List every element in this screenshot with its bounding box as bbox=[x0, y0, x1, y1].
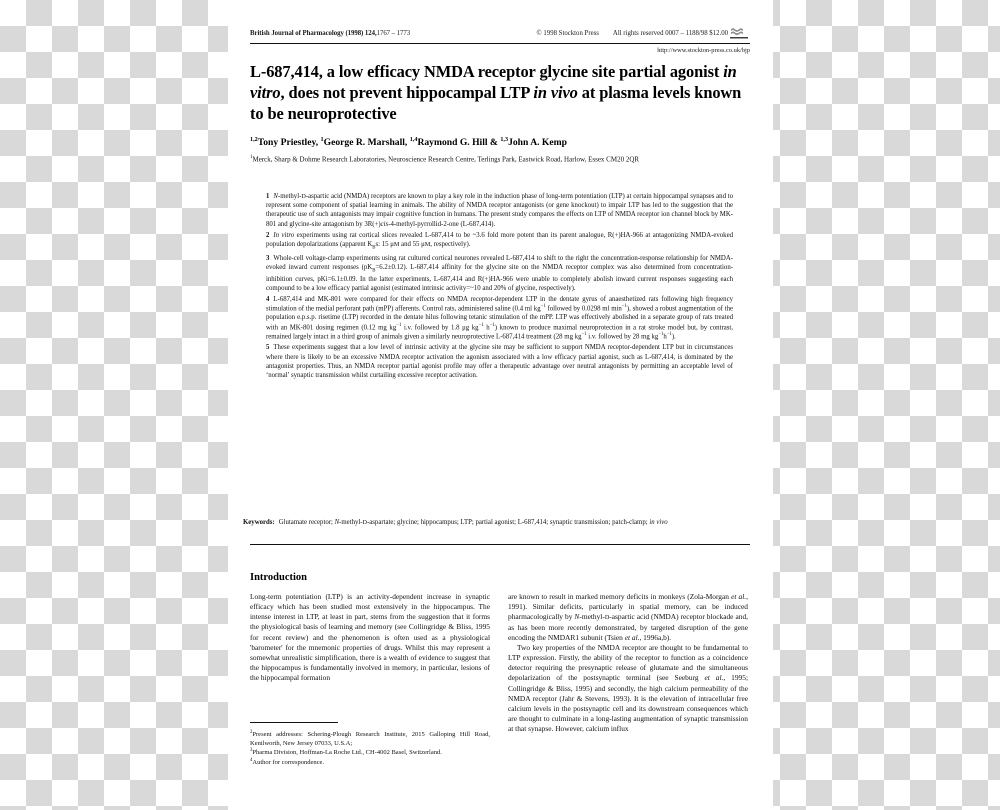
title-line-2a: agonist bbox=[669, 62, 724, 81]
author-4: John A. Kemp bbox=[508, 137, 567, 149]
author-sup-2: 1 bbox=[320, 136, 324, 143]
stockton-press-logo-icon bbox=[730, 27, 750, 41]
abstract-divider bbox=[250, 544, 750, 545]
footnote-3-text: Pharma Division, Hoffman-La Roche Ltd., CH-4002 Basel, Switzerland. bbox=[252, 749, 442, 757]
body-column-right bbox=[508, 592, 748, 734]
header-divider bbox=[250, 43, 750, 44]
body-column-left bbox=[250, 592, 490, 683]
section-heading-introduction: Introduction bbox=[250, 572, 307, 583]
footnote-2-marker: 2 bbox=[250, 730, 253, 735]
abstract-item: 1 N-methyl-D-aspartic acid (NMDA) receptors are known to play a key role in the induction phase of long-term potentiation (LTP) at certain hippocampal synapses and to represent some component of spatial learning in animals. The ability of NMDA receptor antagonists (or gene knockout) to impair LTP has led to the suggestion that the therapeutic use of such antagonists may impair cognitive function in humans. The present study compares the effects on LTP of NMDA receptor ion channel block by MK-801 and glycine-site antagonism by 3R(+)cis-4-methyl-pyrrollid-2-one (L-687,414). bbox=[266, 193, 733, 228]
affiliation-text: Merck, Sharp & Dohme Research Laboratories, Neuroscience Research Centre, Terlings Park, Eastwick Road, Harlow, Essex CM20 2QR bbox=[252, 155, 640, 164]
intro-paragraph-left: Long-term potentiation (LTP) is an activity-dependent increase in synaptic efficacy which has been studied most extensively in the hippocampus. The intense interest in LTP, at least in part, stems from the suggestion that it forms the physiological basis of learning and memory (see Collingridge & Bliss, 1995 for recent review) and the phenomenon is often used as a physiological 'barometer' for the mnemonic properties of drugs. Whilst this may represent a somewhat unrealistic simplification, there is a wealth of evidence to suggest that the hippocampus is fundamentally involved in memory, in particular, lesions of the hippocampal formation bbox=[250, 592, 490, 683]
journal-citation bbox=[250, 30, 410, 37]
journal-name: British Journal of Pharmacology bbox=[250, 30, 344, 37]
footnote-divider bbox=[250, 722, 338, 723]
author-sup-4: 1,3 bbox=[500, 136, 509, 143]
footnotes bbox=[250, 730, 490, 768]
affiliation bbox=[250, 155, 752, 165]
title-line-3: plasma levels known to be neuroprotective bbox=[250, 82, 742, 123]
abstract-item: 4 L-687,414 and MK-801 were compared for their effects on NMDA receptor-dependent LTP in the dentate gyrus of anaesthetized rats following high frequency stimulation of the medial perforant path (mPP) afferents. Control rats, administered saline (0.4 ml $kg^{-1}$ followed by 0.0298 ml $\min^{-1}$), showed a robust augmentation of the population e.p.s.p. risetime (LTP) recorded in the dentate hilus following tetanic stimulation of the mPP. LTP was effectively abolished in a separate group of rats treated with an MK-801 dosing regimen (0.12 mg $kg^{-1}$ i.v. followed by 1.8 μg $kg^{-1}$ $h^{-1}$) known to produce maximal neuroprotection in a rat stroke model but, by contrast, remained largely intact in a third group of animals given a similarly neuroprotective L-687,414 treatment (28 mg $kg^{-1}$ i.v. followed by 28 mg $kg^{-1}h^{-1}$). bbox=[266, 295, 733, 341]
title-line-2-italic-2: in vivo bbox=[533, 82, 578, 102]
affiliation-marker: 1 bbox=[250, 155, 253, 160]
abstract-item-number: 1 bbox=[266, 193, 270, 200]
author-2: George R. Marshall, bbox=[323, 137, 410, 149]
abstract-item: 3 Whole-cell voltage-clamp experiments using rat cultured cortical neurones revealed L-687,414 to shift to the right the concentration-response relationship for NMDA-evoked inward current responses $(pK_B=6.2\pm 0.12)$. L-687,414 affinity for the glycine site on the NMDA receptor complex was also determined from concentration-inhibition curves, pKi=6.1±0.09. In the latter experiments, L-687,414 and R(+)HA-966 were unable to completely abolish inward current responses suggesting each compound to be a low efficacy partial agonist (estimated intrinsic activity=~10 and 20% of glycine, respectively). bbox=[266, 254, 733, 292]
footnote-4 bbox=[250, 758, 490, 768]
abstract-item-number: 5 bbox=[266, 344, 270, 352]
journal-issue: (1998) 124, bbox=[345, 30, 377, 37]
abstract-item-number: 4 bbox=[266, 295, 270, 303]
copyright-notice: © 1998 Stockton Press bbox=[536, 30, 599, 37]
title-line-1: L-687,414, a low efficacy NMDA receptor glycine site partial bbox=[250, 62, 666, 81]
footnote-3-marker: 3 bbox=[250, 748, 253, 754]
page-title bbox=[250, 62, 752, 124]
title-line-2c: at bbox=[577, 82, 596, 102]
title-line-2b: , does not prevent hippocampal LTP bbox=[280, 82, 534, 102]
abstract-item-number: 3 bbox=[266, 254, 270, 262]
footnote-2 bbox=[250, 730, 490, 748]
abstract-item: 2 In vitro experiments using rat cortical slices revealed L-687,414 to be ~3.6 fold more potent than its parent analogue, R(+)HA-966 at antagonizing NMDA-evoked population depolarizations (apparent $K_Bs$: 15 μM and 55 μM, respectively). bbox=[266, 231, 733, 251]
keywords-text: Glutamate receptor; N-methyl-D-aspartate; glycine; hippocampus; LTP; partial agonist; L-687,414; synaptic transmission; patch-clamp; in vivo bbox=[278, 519, 668, 526]
journal-pages: 1767 – 1773 bbox=[376, 30, 411, 37]
abstract-item: 5 These experiments suggest that a low level of intrinsic activity at the glycine site may be sufficient to support NMDA receptor-dependent LTP but in circumstances where there is likely to be an excessive NMDA receptor activation the agonism associated with a low efficacy partial agonist, such as L-687,414, is dominated by the antagonist properties. Thus, an NMDA receptor partial agonist profile may offer a therapeutic advantage over neutral antagonists by permitting an acceptable level of ‘normal’ synaptic transmission whilst curtailing excessive receptor activation. bbox=[266, 344, 733, 379]
abstract-item-number: 2 bbox=[266, 231, 270, 239]
intro-paragraph-right-2: Two key properties of the NMDA receptor are thought to be fundamental to LTP expression. Firstly, the ability of the receptor to function as a coincidence detector requiring the presynaptic release of glutamate and the simultaneous depolarization of the postsynaptic terminal (see Seeburg et al., 1995; Collingridge & Bliss, 1995) and secondly, the high calcium permeability of the NMDA receptor (Jahr & Stevens, 1993). It is the elevation of intracellular free calcium levels in the postsynaptic cell and its downstream consequences which are thought to culminate in a long-lasting augmentation of synaptic transmission at that synapse. However, calcium influx bbox=[508, 643, 749, 734]
keywords bbox=[243, 518, 733, 527]
keywords-label: Keywords: bbox=[243, 519, 275, 526]
author-sup-1: 1,2 bbox=[250, 136, 258, 143]
footnote-3 bbox=[250, 748, 490, 758]
author-sup-3: 1,4 bbox=[409, 136, 418, 143]
author-3: Raymond G. Hill & bbox=[417, 137, 501, 149]
author-1: Tony Priestley, bbox=[257, 137, 321, 149]
footnote-4-text: Author for correspondence. bbox=[252, 759, 325, 767]
journal-url: http://www.stockton-press.co.uk/bjp bbox=[657, 47, 750, 54]
footnote-2-text: Present addresses: Schering-Plough Research Institute, 2015 Galloping Hill Road, Kenilworth, New Jersey 07033, U.S.A; bbox=[250, 731, 490, 747]
document-page bbox=[228, 0, 773, 810]
author-list bbox=[250, 136, 752, 149]
intro-paragraph-right-1: are known to result in marked memory deficits in monkeys (Zola-Morgan et al., 1991). Similar deficits, particularly in spatial memory, can be induced pharmacologically by N-methyl-D-aspartic acid (NMDA) receptor blockade and, as has been more recently demonstrated, by targeted disruption of the gene encoding the NMDAR1 subunit (Tsien et al., 1996a,b). bbox=[508, 592, 749, 642]
abstract bbox=[266, 192, 733, 382]
rights-notice: All rights reserved 0007 – 1188/98 $12.00 bbox=[612, 30, 728, 37]
footnote-4-marker: 4 bbox=[250, 758, 253, 764]
title-line-2-italic: in vitro bbox=[250, 62, 737, 102]
